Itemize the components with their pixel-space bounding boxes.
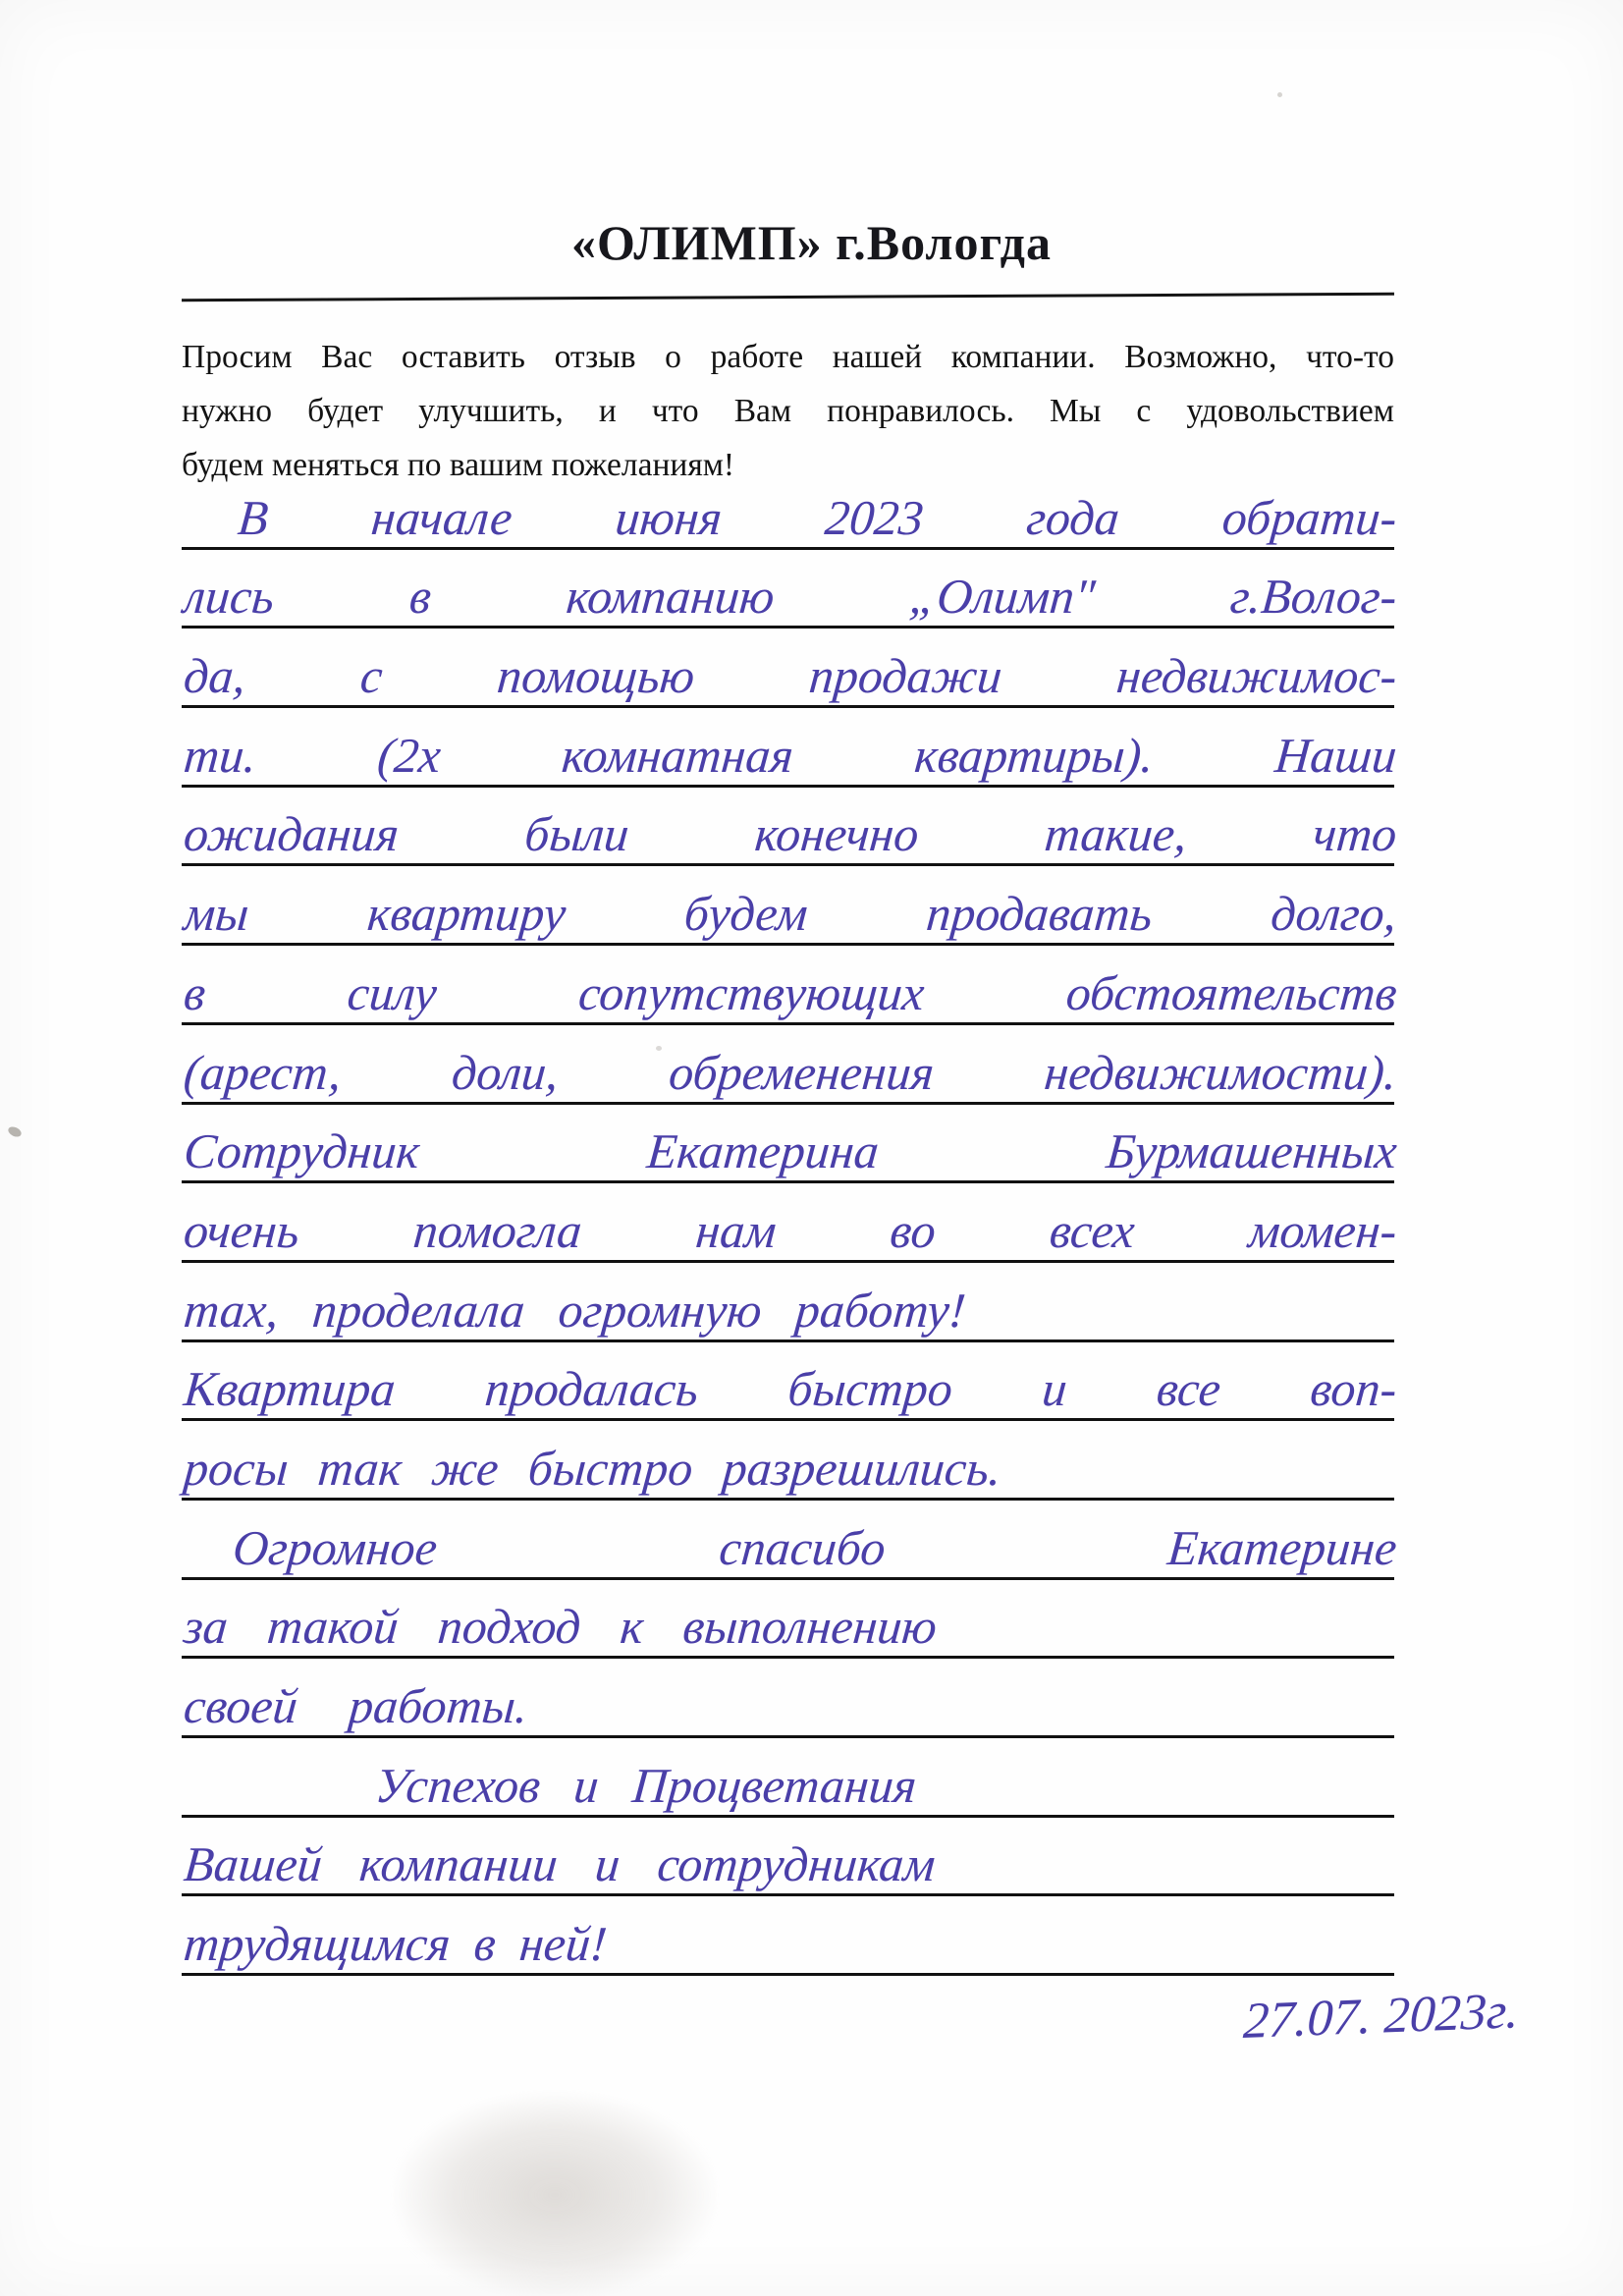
ruled-line (182, 550, 1399, 629)
handwriting-line: своей работы. (182, 1678, 530, 1733)
handwriting-line: Огромное спасибо Екатерине (231, 1519, 1399, 1575)
ruled-line (182, 1421, 1394, 1501)
handwriting-line: ожидания были конечно такие, что (182, 806, 1399, 862)
ruled-line (182, 1580, 1394, 1660)
handwriting-line: очень помогла нам во всех момен- (182, 1202, 1399, 1258)
ruled-line (182, 1183, 1399, 1263)
handwriting-line: Вашей компании и сотрудникам (182, 1836, 938, 1892)
ruled-line (182, 788, 1399, 867)
page-title: «ОЛИМП» г.Вологда (571, 215, 1052, 270)
scan-speck (1277, 92, 1282, 97)
ruled-line (182, 866, 1399, 946)
handwriting-line: В начале июня 2023 года обрати- (236, 489, 1399, 545)
handwriting-line: за такой подход к выполнению (182, 1599, 940, 1655)
handwriting-line: в силу сопутствующих обстоятельств (182, 964, 1399, 1020)
intro-paragraph (182, 330, 1394, 492)
ruled-line (182, 470, 1399, 550)
handwriting-line: Квартира продалась быстро и все воп- (182, 1361, 1399, 1417)
ruled-line (182, 1659, 1394, 1738)
ruled-line (182, 1263, 1394, 1342)
handwriting-line: росы так же быстро разрешились. (182, 1440, 1004, 1496)
ruled-line (182, 629, 1399, 708)
handwriting-line: Успехов и Процветания (373, 1757, 919, 1813)
ruled-line (182, 1818, 1394, 1897)
ruled-line (182, 1025, 1399, 1105)
ruled-line (182, 946, 1399, 1025)
ruled-line (182, 1342, 1399, 1422)
handwriting-line: трудящимся в ней! (182, 1916, 610, 1972)
handwriting-line: Сотрудник Екатерина Бурмашенных (182, 1123, 1399, 1179)
handwriting-line: ти. (2х комнатная квартиры). Наши (182, 727, 1399, 783)
handwriting-line: тах, проделала огромную работу! (182, 1282, 968, 1338)
handwriting-line: (арест, доли, обременения недвижимости). (182, 1044, 1399, 1100)
scan-smudge (393, 2092, 717, 2296)
date-line (182, 1983, 1521, 2050)
title-divider (182, 293, 1394, 301)
handwritten-review (182, 470, 1399, 1976)
ruled-line (182, 1896, 1394, 1976)
handwriting-line: мы квартиру будем продавать долго, (182, 886, 1399, 942)
ruled-line (182, 1501, 1399, 1580)
ruled-line (182, 1738, 1394, 1818)
intro-line: будем меняться по вашим пожеланиям! (182, 447, 735, 483)
handwritten-date: 27.07. 2023г. (1242, 1983, 1521, 2050)
intro-line: нужно будет улучшить, и что Вам понравилось. Мы с удовольствием (182, 393, 1394, 429)
ruled-line (182, 708, 1399, 788)
scan-speck (656, 1046, 662, 1051)
handwriting-line: лись в компанию „Олимп" г.Волог- (182, 569, 1399, 625)
handwriting-line: да, с помощью продажи недвижимос- (182, 648, 1399, 704)
intro-line: Просим Вас оставить отзыв о работе нашей компании. Возможно, что-то (182, 339, 1394, 375)
ruled-line (182, 1105, 1399, 1184)
scan-speck (7, 1124, 23, 1138)
